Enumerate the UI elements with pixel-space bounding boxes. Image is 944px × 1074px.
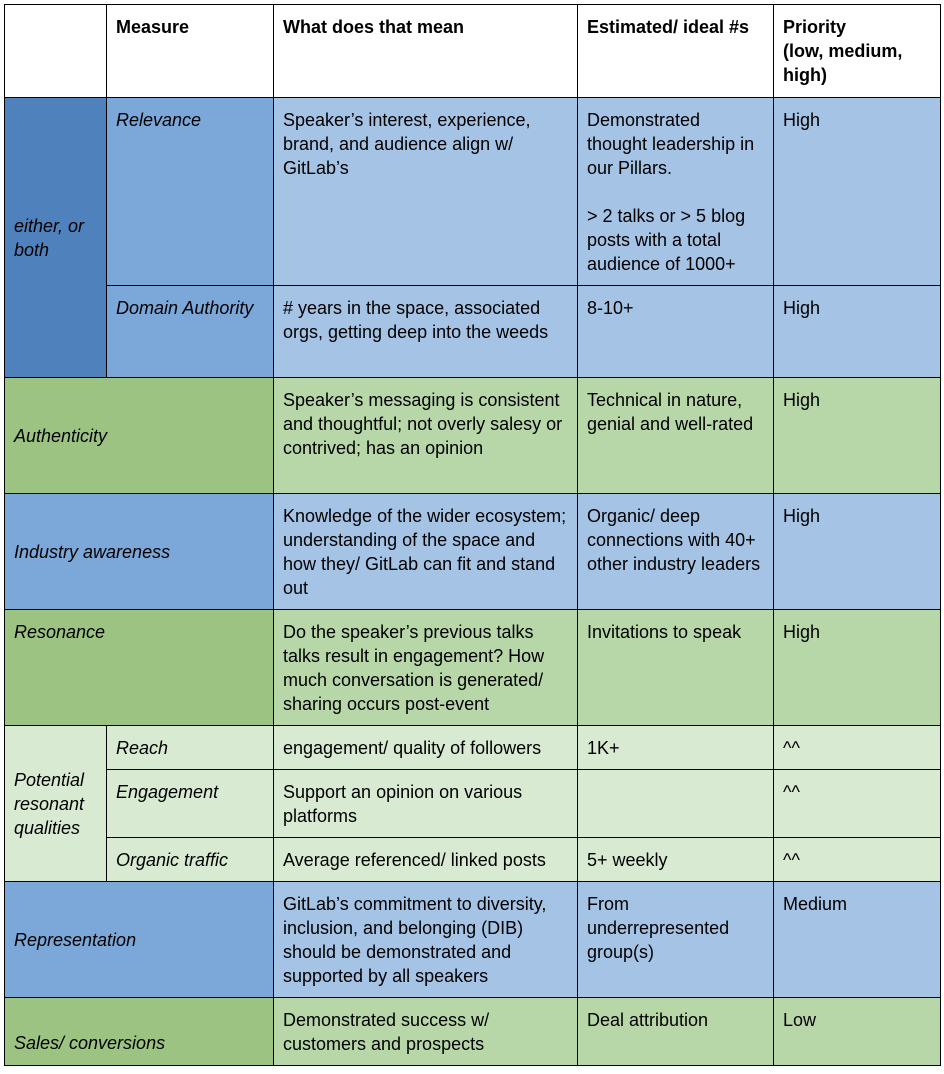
estimate-industry-awareness: Organic/ deep connections with 40+ other industry leaders bbox=[578, 494, 774, 610]
meaning-reach: engagement/ quality of followers bbox=[274, 726, 578, 770]
header-measure: Measure bbox=[107, 5, 274, 98]
header-row bbox=[5, 5, 941, 98]
meaning-authenticity: Speaker’s messaging is consistent and thoughtful; not overly salesy or contrived; has an opinion bbox=[274, 378, 578, 494]
table-row-industry-awareness bbox=[5, 494, 941, 610]
priority-organic-traffic: ^^ bbox=[774, 838, 941, 882]
header-blank-cell bbox=[5, 5, 107, 98]
priority-industry-awareness: High bbox=[774, 494, 941, 610]
priority-relevance: High bbox=[774, 98, 941, 286]
estimate-relevance: Demonstrated thought leadership in our Pillars. > 2 talks or > 5 blog posts with a total audience of 1000+ bbox=[578, 98, 774, 286]
estimate-organic-traffic: 5+ weekly bbox=[578, 838, 774, 882]
measure-industry-awareness: Industry awareness bbox=[5, 494, 274, 610]
table-row-engagement bbox=[5, 770, 941, 838]
priority-reach: ^^ bbox=[774, 726, 941, 770]
table-row-resonance bbox=[5, 610, 941, 726]
estimate-engagement bbox=[578, 770, 774, 838]
priority-engagement: ^^ bbox=[774, 770, 941, 838]
table-row-authenticity bbox=[5, 378, 941, 494]
table-row-organic-traffic bbox=[5, 838, 941, 882]
measure-reach: Reach bbox=[107, 726, 274, 770]
meaning-domain-authority: # years in the space, associated orgs, getting deep into the weeds bbox=[274, 286, 578, 378]
measure-sales-conversions: Sales/ conversions bbox=[5, 998, 274, 1066]
meaning-representation: GitLab’s commitment to diversity, inclusion, and belonging (DIB) should be demonstrated and supported by all speakers bbox=[274, 882, 578, 998]
estimate-sales-conversions: Deal attribution bbox=[578, 998, 774, 1066]
table-row-sales-conversions bbox=[5, 998, 941, 1066]
meaning-relevance: Speaker’s interest, experience, brand, and audience align w/ GitLab’s bbox=[274, 98, 578, 286]
priority-resonance: High bbox=[774, 610, 941, 726]
priority-domain-authority: High bbox=[774, 286, 941, 378]
estimate-reach: 1K+ bbox=[578, 726, 774, 770]
estimate-domain-authority: 8-10+ bbox=[578, 286, 774, 378]
measure-domain-authority: Domain Authority bbox=[107, 286, 274, 378]
table-row-representation bbox=[5, 882, 941, 998]
meaning-sales-conversions: Demonstrated success w/ customers and prospects bbox=[274, 998, 578, 1066]
priority-representation: Medium bbox=[774, 882, 941, 998]
measure-resonance: Resonance bbox=[5, 610, 274, 726]
meaning-resonance: Do the speaker’s previous talks talks result in engagement? How much conversation is generated/ sharing occurs post-event bbox=[274, 610, 578, 726]
group-label-potential-resonant-qualities: Potential resonant qualities bbox=[5, 726, 107, 882]
table-row-reach bbox=[5, 726, 941, 770]
header-priority: Priority (low, medium, high) bbox=[774, 5, 941, 98]
table-row-domain-authority bbox=[5, 286, 941, 378]
estimate-representation: From underrepresented group(s) bbox=[578, 882, 774, 998]
meaning-engagement: Support an opinion on various platforms bbox=[274, 770, 578, 838]
table-row-relevance bbox=[5, 98, 941, 286]
meaning-organic-traffic: Average referenced/ linked posts bbox=[274, 838, 578, 882]
measure-representation: Representation bbox=[5, 882, 274, 998]
measure-relevance: Relevance bbox=[107, 98, 274, 286]
estimate-resonance: Invitations to speak bbox=[578, 610, 774, 726]
priority-sales-conversions: Low bbox=[774, 998, 941, 1066]
measure-organic-traffic: Organic traffic bbox=[107, 838, 274, 882]
estimate-authenticity: Technical in nature, genial and well-rated bbox=[578, 378, 774, 494]
header-meaning: What does that mean bbox=[274, 5, 578, 98]
measure-authenticity: Authenticity bbox=[5, 378, 274, 494]
meaning-industry-awareness: Knowledge of the wider ecosystem; understanding of the space and how they/ GitLab can fit and stand out bbox=[274, 494, 578, 610]
measure-engagement: Engagement bbox=[107, 770, 274, 838]
criteria-table bbox=[4, 4, 941, 1066]
group-label-either-or-both: either, or both bbox=[5, 98, 107, 378]
priority-authenticity: High bbox=[774, 378, 941, 494]
header-estimate: Estimated/ ideal #s bbox=[578, 5, 774, 98]
